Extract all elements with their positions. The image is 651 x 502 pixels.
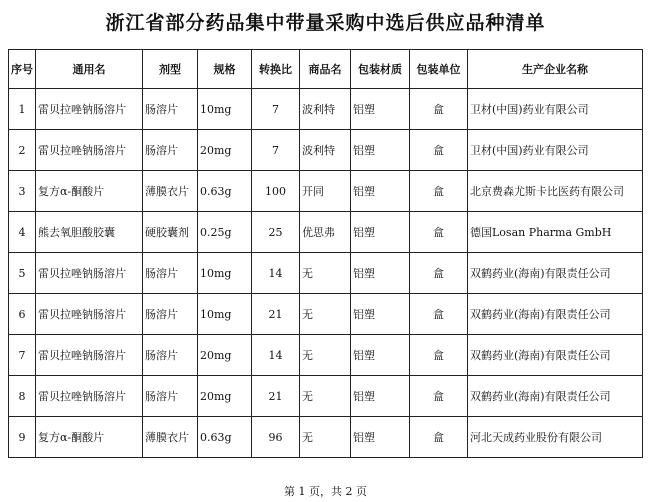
- table-row: [9, 171, 643, 212]
- cell-brand-name: 无: [300, 376, 351, 417]
- header-packaging-material: 包装材质: [351, 50, 410, 89]
- cell-dosage-form: 肠溶片: [143, 376, 198, 417]
- header-packaging-unit: 包装单位: [410, 50, 468, 89]
- cell-generic-name: 熊去氧胆酸胶囊: [36, 212, 143, 253]
- cell-generic-name: 雷贝拉唑钠肠溶片: [36, 335, 143, 376]
- cell-packaging-unit: 盒: [410, 253, 468, 294]
- cell-spec: 0.63g: [198, 417, 252, 458]
- cell-dosage-form: 肠溶片: [143, 335, 198, 376]
- cell-conversion: 7: [252, 89, 300, 130]
- cell-spec: 10mg: [198, 253, 252, 294]
- cell-generic-name: 雷贝拉唑钠肠溶片: [36, 294, 143, 335]
- header-brand-name: 商品名: [300, 50, 351, 89]
- table-row: [9, 417, 643, 458]
- table-row: [9, 294, 643, 335]
- cell-seq: 4: [9, 212, 36, 253]
- cell-conversion: 25: [252, 212, 300, 253]
- cell-packaging-material: 铝塑: [351, 417, 410, 458]
- cell-generic-name: 雷贝拉唑钠肠溶片: [36, 89, 143, 130]
- cell-conversion: 14: [252, 335, 300, 376]
- table-row: [9, 253, 643, 294]
- cell-manufacturer: 德国Losan Pharma GmbH: [468, 212, 643, 253]
- product-table: [8, 49, 643, 458]
- cell-manufacturer: 北京费森尤斯卡比医药有限公司: [468, 171, 643, 212]
- cell-generic-name: 雷贝拉唑钠肠溶片: [36, 253, 143, 294]
- page-footer: 第 1 页，共 2 页: [284, 485, 367, 498]
- cell-conversion: 14: [252, 253, 300, 294]
- cell-dosage-form: 肠溶片: [143, 89, 198, 130]
- header-manufacturer: 生产企业名称: [468, 50, 643, 89]
- cell-packaging-material: 铝塑: [351, 376, 410, 417]
- cell-packaging-material: 铝塑: [351, 335, 410, 376]
- cell-packaging-material: 铝塑: [351, 130, 410, 171]
- cell-seq: 3: [9, 171, 36, 212]
- cell-dosage-form: 薄膜衣片: [143, 171, 198, 212]
- cell-brand-name: 开同: [300, 171, 351, 212]
- cell-manufacturer: 河北天成药业股份有限公司: [468, 417, 643, 458]
- cell-spec: 0.25g: [198, 212, 252, 253]
- table-row: [9, 212, 643, 253]
- cell-manufacturer: 双鹤药业(海南)有限责任公司: [468, 294, 643, 335]
- cell-packaging-unit: 盒: [410, 417, 468, 458]
- cell-spec: 20mg: [198, 376, 252, 417]
- cell-manufacturer: 双鹤药业(海南)有限责任公司: [468, 376, 643, 417]
- cell-conversion: 7: [252, 130, 300, 171]
- header-row: [9, 50, 643, 89]
- cell-generic-name: 复方α-酮酸片: [36, 171, 143, 212]
- cell-conversion: 21: [252, 376, 300, 417]
- cell-packaging-unit: 盒: [410, 130, 468, 171]
- cell-manufacturer: 卫材(中国)药业有限公司: [468, 130, 643, 171]
- cell-manufacturer: 双鹤药业(海南)有限责任公司: [468, 253, 643, 294]
- cell-dosage-form: 硬胶囊剂: [143, 212, 198, 253]
- cell-brand-name: 优思弗: [300, 212, 351, 253]
- cell-conversion: 96: [252, 417, 300, 458]
- cell-packaging-material: 铝塑: [351, 171, 410, 212]
- cell-seq: 6: [9, 294, 36, 335]
- cell-brand-name: 无: [300, 335, 351, 376]
- cell-dosage-form: 肠溶片: [143, 253, 198, 294]
- cell-packaging-unit: 盒: [410, 294, 468, 335]
- cell-brand-name: 波利特: [300, 89, 351, 130]
- table-row: [9, 335, 643, 376]
- cell-seq: 5: [9, 253, 36, 294]
- cell-generic-name: 雷贝拉唑钠肠溶片: [36, 376, 143, 417]
- cell-conversion: 100: [252, 171, 300, 212]
- cell-seq: 1: [9, 89, 36, 130]
- cell-brand-name: 无: [300, 294, 351, 335]
- cell-dosage-form: 肠溶片: [143, 130, 198, 171]
- table-row: [9, 89, 643, 130]
- cell-brand-name: 无: [300, 417, 351, 458]
- cell-manufacturer: 卫材(中国)药业有限公司: [468, 89, 643, 130]
- header-spec: 规格: [198, 50, 252, 89]
- cell-spec: 10mg: [198, 89, 252, 130]
- cell-seq: 8: [9, 376, 36, 417]
- header-seq: 序号: [9, 50, 36, 89]
- cell-seq: 2: [9, 130, 36, 171]
- page-title: 浙江省部分药品集中带量采购中选后供应品种清单: [105, 12, 546, 34]
- cell-generic-name: 雷贝拉唑钠肠溶片: [36, 130, 143, 171]
- cell-conversion: 21: [252, 294, 300, 335]
- cell-spec: 20mg: [198, 130, 252, 171]
- cell-spec: 0.63g: [198, 171, 252, 212]
- cell-packaging-material: 铝塑: [351, 294, 410, 335]
- cell-packaging-unit: 盒: [410, 335, 468, 376]
- header-conversion: 转换比: [252, 50, 300, 89]
- cell-spec: 10mg: [198, 294, 252, 335]
- header-dosage-form: 剂型: [143, 50, 198, 89]
- cell-packaging-unit: 盒: [410, 376, 468, 417]
- cell-packaging-material: 铝塑: [351, 253, 410, 294]
- table-row: [9, 376, 643, 417]
- cell-dosage-form: 肠溶片: [143, 294, 198, 335]
- cell-brand-name: 无: [300, 253, 351, 294]
- cell-packaging-unit: 盒: [410, 89, 468, 130]
- header-generic-name: 通用名: [36, 50, 143, 89]
- cell-generic-name: 复方α-酮酸片: [36, 417, 143, 458]
- cell-packaging-material: 铝塑: [351, 212, 410, 253]
- cell-packaging-unit: 盒: [410, 171, 468, 212]
- cell-brand-name: 波利特: [300, 130, 351, 171]
- cell-seq: 9: [9, 417, 36, 458]
- cell-seq: 7: [9, 335, 36, 376]
- cell-dosage-form: 薄膜衣片: [143, 417, 198, 458]
- cell-packaging-material: 铝塑: [351, 89, 410, 130]
- cell-manufacturer: 双鹤药业(海南)有限责任公司: [468, 335, 643, 376]
- cell-packaging-unit: 盒: [410, 212, 468, 253]
- cell-spec: 20mg: [198, 335, 252, 376]
- table-row: [9, 130, 643, 171]
